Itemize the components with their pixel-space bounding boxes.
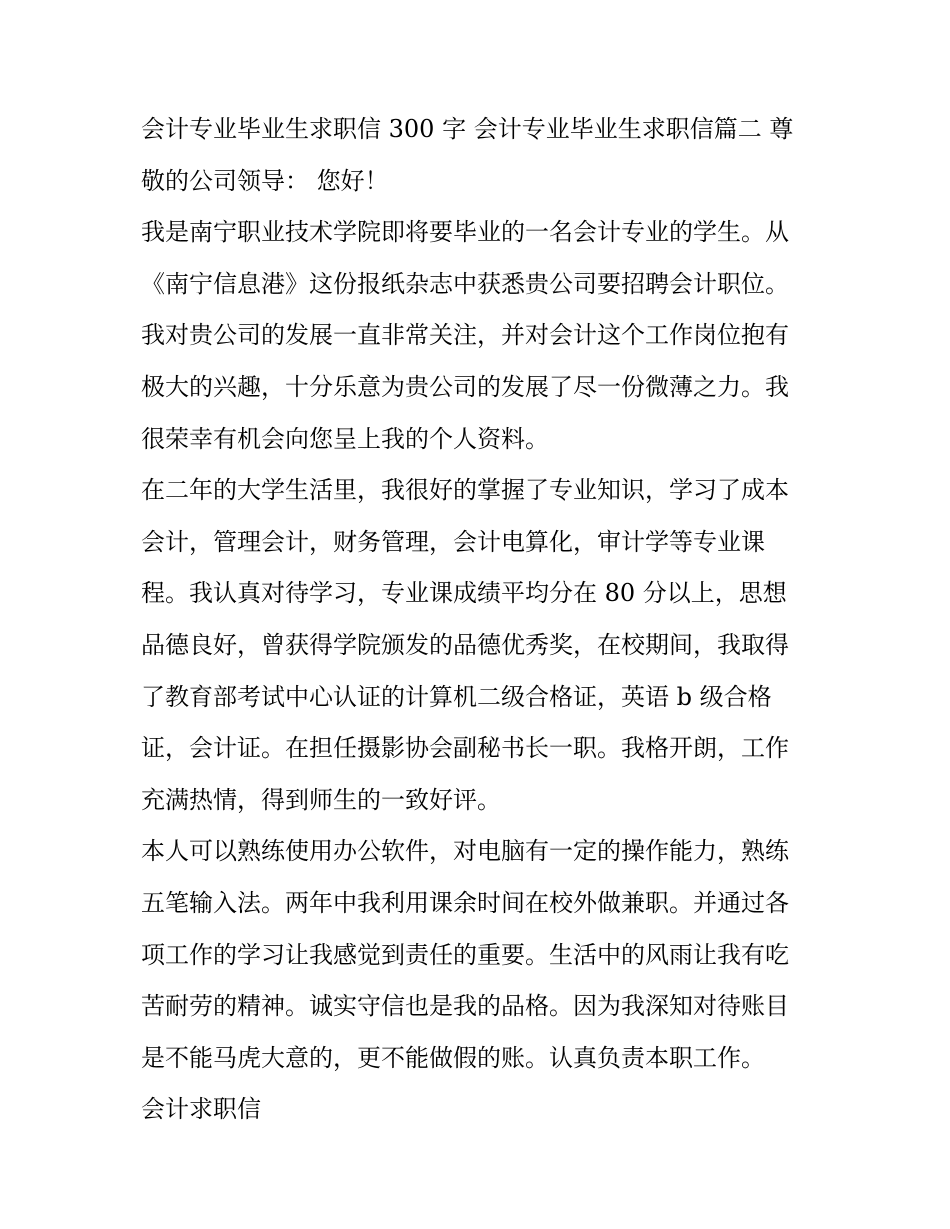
text-line-13: 证，会计证。在担任摄影协会副秘书长一职。我格开朗，工作 [141, 734, 789, 763]
text-line-4: 《南宁信息港》这份报纸杂志中获悉贵公司要招聘会计职位。 [141, 269, 789, 298]
text-line-1: 会计专业毕业生求职信 300 字 会计专业毕业生求职信篇二 尊 [141, 115, 794, 143]
text-line-15: 本人可以熟练使用办公软件，对电脑有一定的操作能力，熟练 [141, 837, 789, 866]
text-line-3: 我是南宁职业技术学院即将要毕业的一名会计专业的学生。从 [141, 218, 789, 247]
text-line-10: 程。我认真对待学习，专业课成绩平均分在 80 分以上，思想 [141, 579, 787, 608]
text-line-8: 在二年的大学生活里，我很好的掌握了专业知识，学习了成本 [141, 476, 789, 505]
text-line-14: 充满热情，得到师生的一致好评。 [141, 785, 501, 814]
text-line-17: 项工作的学习让我感觉到责任的重要。生活中的风雨让我有吃 [141, 940, 789, 969]
text-line-2: 敬的公司领导： 您好！ [141, 166, 389, 195]
text-line-5: 我对贵公司的发展一直非常关注，并对会计这个工作岗位抱有 [141, 321, 789, 350]
text-line-6: 极大的兴趣，十分乐意为贵公司的发展了尽一份微薄之力。我 [141, 372, 789, 401]
text-line-9: 会计，管理会计，财务管理，会计电算化，审计学等专业课 [141, 527, 765, 556]
text-line-16: 五笔输入法。两年中我利用课余时间在校外做兼职。并通过各 [141, 888, 789, 917]
text-line-7: 很荣幸有机会向您呈上我的个人资料。 [141, 424, 549, 453]
text-line-11: 品德良好，曾获得学院颁发的品德优秀奖，在校期间，我取得 [141, 630, 789, 659]
text-line-18: 苦耐劳的精神。诚实守信也是我的品格。因为我深知对待账目 [141, 992, 789, 1021]
document-body [141, 104, 816, 1136]
text-line-19: 是不能马虎大意的，更不能做假的账。认真负责本职工作。 [141, 1043, 765, 1072]
text-line-12: 了教育部考试中心认证的计算机二级合格证，英语 b 级合格 [141, 682, 772, 711]
text-line-20: 会计求职信 [141, 1095, 261, 1124]
